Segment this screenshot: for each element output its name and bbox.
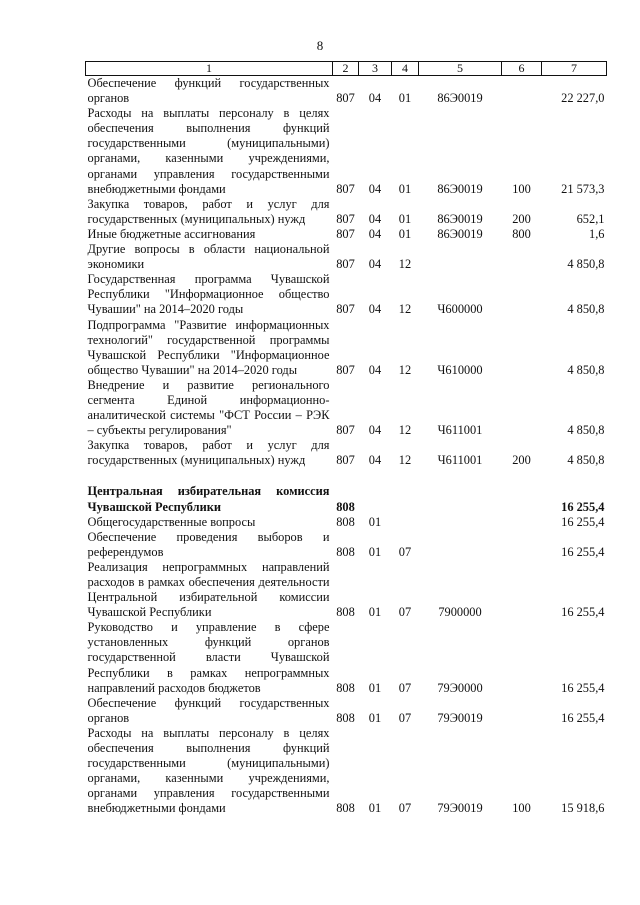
row-section-code: 04 [368, 302, 382, 317]
row-subsection-code: 12 [398, 362, 412, 377]
row-target-article-code: 86Э0019 [437, 181, 483, 196]
row-name: Расходы на выплаты персоналу в целях обеспечения выполнения функций государственными (муниципальными) органами, казенными учреждениями, органами управления государственными внебюджетными фондами [87, 106, 330, 196]
row-subsection-code: 07 [398, 605, 412, 620]
row-expense-type-code [502, 378, 542, 438]
row-subsection-code: 12 [398, 257, 412, 272]
row-amount: 16 255,4 [561, 680, 605, 695]
row-name: Обеспечение функций государственных органов [87, 76, 330, 106]
header-col-2: 2 [333, 62, 359, 76]
row-section-code: 01 [368, 514, 382, 529]
row-chapter-code: 808 [336, 680, 355, 695]
row-expense-type-code: 100 [512, 181, 531, 196]
row-amount: 4 850,8 [567, 423, 605, 438]
row-section-code: 04 [368, 211, 382, 226]
row-chapter-code: 808 [336, 514, 355, 529]
row-section-code: 04 [368, 257, 382, 272]
row-target-article-code: Ч610000 [437, 362, 483, 377]
row-target-article-code: 79Э0000 [437, 680, 483, 695]
row-amount: 15 918,6 [561, 801, 605, 816]
row-target-article-code [419, 242, 502, 272]
budget-table-container [85, 61, 606, 817]
row-subsection-code: 12 [398, 453, 412, 468]
table-row [86, 378, 607, 438]
table-row [86, 620, 607, 695]
row-name: Внедрение и развитие регионального сегмента Единой информационно-аналитической системы "ФСТ России – РЭК – субъекты регулирования" [87, 377, 330, 438]
header-col-5: 5 [419, 62, 502, 76]
row-amount: 4 850,8 [567, 362, 605, 377]
row-subsection-code: 01 [398, 211, 412, 226]
row-section-code: 04 [368, 453, 382, 468]
table-row [86, 242, 607, 272]
page-number: 8 [316, 38, 324, 53]
row-section-code: 01 [368, 801, 382, 816]
row-chapter-code: 807 [336, 226, 355, 241]
row-subsection-code: 01 [398, 226, 412, 241]
row-chapter-code: 807 [336, 211, 355, 226]
row-expense-type-code [502, 76, 542, 107]
table-row [86, 227, 607, 242]
row-name: Центральная избирательная комиссия Чувашской Республики [87, 484, 330, 514]
row-name: Подпрограмма "Развитие информационных технологий" государственной программы Чувашской Республики "Информационное общество Чувашии" на 2014–2020 годы [87, 317, 330, 377]
header-col-7: 7 [542, 62, 607, 76]
row-expense-type-code [502, 530, 542, 560]
row-name: Обеспечение проведения выборов и референдумов [87, 529, 330, 559]
row-target-article-code: 86Э0019 [437, 91, 483, 106]
row-target-article-code: Ч611001 [437, 423, 483, 438]
row-expense-type-code [502, 318, 542, 378]
row-amount: 16 255,4 [561, 605, 605, 620]
row-section-code: 04 [368, 226, 382, 241]
row-expense-type-code [502, 242, 542, 272]
row-section-code: 04 [368, 181, 382, 196]
row-subsection-code: 01 [398, 91, 412, 106]
row-target-article-code [419, 515, 502, 530]
row-section-code: 04 [368, 362, 382, 377]
row-name: Закупка товаров, работ и услуг для государственных (муниципальных) нужд [87, 196, 330, 226]
row-subsection-code: 07 [398, 801, 412, 816]
row-amount: 16 255,4 [561, 710, 605, 725]
row-amount: 16 255,4 [561, 544, 605, 559]
row-name: Обеспечение функций государственных органов [87, 695, 330, 725]
row-target-article-code [419, 484, 502, 514]
table-row [86, 696, 607, 726]
row-target-article-code: 86Э0019 [437, 211, 483, 226]
row-target-article-code: 7900000 [438, 605, 482, 620]
row-section-code: 04 [368, 423, 382, 438]
header-col-1: 1 [86, 62, 333, 76]
table-row [86, 515, 607, 530]
row-section-code: 01 [368, 544, 382, 559]
table-row [86, 438, 607, 468]
row-name: Руководство и управление в сфере установленных функций органов государственной власти Чувашской Республики в рамках непрограммных направлений расходов бюджетов [87, 620, 330, 695]
row-chapter-code: 807 [336, 302, 355, 317]
row-expense-type-code: 200 [512, 211, 531, 226]
row-expense-type-code [502, 620, 542, 695]
row-amount: 4 850,8 [567, 257, 605, 272]
row-subsection-code: 12 [398, 423, 412, 438]
row-section-code: 01 [368, 680, 382, 695]
header-col-6: 6 [502, 62, 542, 76]
row-subsection-code [392, 515, 419, 530]
row-amount: 4 850,8 [567, 453, 605, 468]
row-expense-type-code [502, 696, 542, 726]
row-expense-type-code: 100 [512, 801, 531, 816]
table-row [86, 272, 607, 317]
header-col-3: 3 [359, 62, 392, 76]
row-section-code [359, 484, 392, 514]
budget-table [85, 61, 607, 817]
row-chapter-code: 807 [336, 453, 355, 468]
row-chapter-code: 808 [336, 544, 355, 559]
row-amount: 1,6 [589, 226, 605, 241]
row-section-code: 01 [368, 710, 382, 725]
row-name: Реализация непрограммных направлений расходов в рамках обеспечения деятельности Центральной избирательной комиссии Чувашской Республики [87, 559, 330, 620]
row-name: Общегосударственные вопросы [87, 514, 256, 529]
table-row [86, 560, 607, 620]
row-expense-type-code: 200 [512, 453, 531, 468]
spacer-row [86, 468, 607, 484]
row-chapter-code: 808 [336, 801, 355, 816]
row-subsection-code: 07 [398, 680, 412, 695]
row-section-code: 04 [368, 91, 382, 106]
row-chapter-code: 807 [336, 257, 355, 272]
table-row [86, 106, 607, 197]
header-col-4: 4 [392, 62, 419, 76]
row-subsection-code: 07 [398, 544, 412, 559]
row-target-article-code: 86Э0019 [437, 226, 483, 241]
row-chapter-code: 807 [336, 423, 355, 438]
row-amount: 4 850,8 [567, 302, 605, 317]
row-chapter-code: 808 [336, 605, 355, 620]
row-chapter-code: 807 [336, 362, 355, 377]
table-row [86, 318, 607, 378]
row-chapter-code: 807 [336, 91, 355, 106]
row-chapter-code: 807 [336, 181, 355, 196]
row-target-article-code: 79Э0019 [437, 801, 483, 816]
table-body [86, 76, 607, 817]
row-target-article-code: Ч611001 [437, 453, 483, 468]
row-amount: 652,1 [576, 211, 605, 226]
row-name: Государственная программа Чувашской Республики "Информационное общество Чувашии" на 2014–2020 годы [87, 272, 330, 317]
row-section-code: 01 [368, 605, 382, 620]
row-expense-type-code [502, 515, 542, 530]
row-target-article-code: Ч600000 [437, 302, 483, 317]
table-row [86, 197, 607, 227]
row-chapter-code: 808 [336, 710, 355, 725]
row-target-article-code: 79Э0019 [437, 710, 483, 725]
row-name: Другие вопросы в области национальной экономики [87, 242, 330, 272]
table-row [86, 530, 607, 560]
row-amount: 22 227,0 [561, 91, 605, 106]
row-subsection-code [392, 484, 419, 514]
row-subsection-code: 01 [398, 181, 412, 196]
row-name: Расходы на выплаты персоналу в целях обеспечения выполнения функций государственными (муниципальными) органами, казенными учреждениями, органами управления государственными внебюджетными фондами [87, 725, 330, 816]
table-row [86, 484, 607, 514]
row-subsection-code: 12 [398, 302, 412, 317]
table-row [86, 76, 607, 107]
row-subsection-code: 07 [398, 710, 412, 725]
table-row [86, 726, 607, 817]
row-expense-type-code [502, 484, 542, 514]
row-name: Иные бюджетные ассигнования [87, 226, 256, 241]
table-header-row [86, 62, 607, 76]
row-amount: 16 255,4 [561, 514, 605, 529]
row-expense-type-code [502, 272, 542, 317]
row-amount: 21 573,3 [561, 181, 605, 196]
row-name: Закупка товаров, работ и услуг для государственных (муниципальных) нужд [87, 438, 330, 468]
row-target-article-code [419, 530, 502, 560]
row-expense-type-code: 800 [512, 226, 531, 241]
row-expense-type-code [502, 560, 542, 620]
row-chapter-code: 808 [336, 499, 355, 514]
row-amount: 16 255,4 [561, 499, 605, 514]
